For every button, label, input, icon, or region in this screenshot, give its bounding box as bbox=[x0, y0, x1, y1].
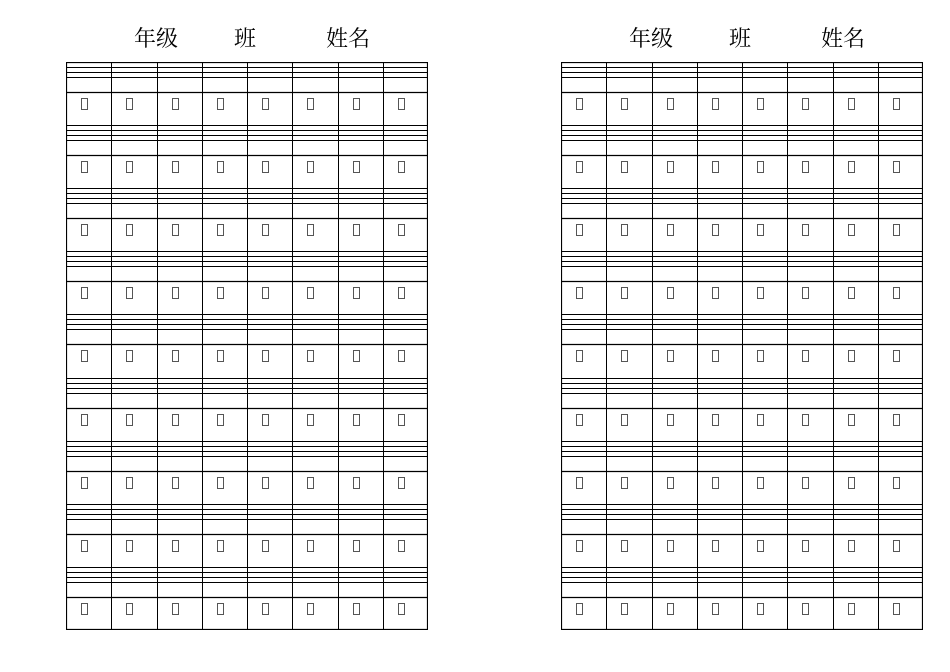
character-cell-placeholder bbox=[126, 414, 133, 426]
character-cell-placeholder bbox=[398, 224, 405, 236]
character-cell-placeholder bbox=[398, 287, 405, 299]
character-cell-placeholder bbox=[757, 287, 764, 299]
character-cell-placeholder bbox=[217, 161, 224, 173]
character-cell-placeholder bbox=[757, 98, 764, 110]
character-cell-placeholder bbox=[712, 161, 719, 173]
character-cell-placeholder bbox=[712, 540, 719, 552]
character-cell-placeholder bbox=[893, 287, 900, 299]
character-cell-placeholder bbox=[307, 477, 314, 489]
character-cell-placeholder bbox=[262, 287, 269, 299]
character-cell-placeholder bbox=[172, 287, 179, 299]
grid-lines bbox=[561, 62, 923, 630]
character-cell-placeholder bbox=[848, 540, 855, 552]
writing-grid bbox=[66, 62, 428, 630]
character-cell-placeholder bbox=[172, 414, 179, 426]
character-cell-placeholder bbox=[126, 224, 133, 236]
character-cell-placeholder bbox=[398, 540, 405, 552]
grade-label: 年级 bbox=[629, 27, 674, 52]
character-cell-placeholder bbox=[398, 414, 405, 426]
character-cell-placeholder bbox=[126, 540, 133, 552]
character-cell-placeholder bbox=[262, 161, 269, 173]
character-cell-placeholder bbox=[353, 540, 360, 552]
class-label: 班 bbox=[234, 27, 257, 52]
character-cell-placeholder bbox=[848, 414, 855, 426]
character-cell-placeholder bbox=[621, 540, 628, 552]
character-cell-placeholder bbox=[712, 287, 719, 299]
character-cell-placeholder bbox=[667, 477, 674, 489]
character-cell-placeholder bbox=[667, 603, 674, 615]
character-cell-placeholder bbox=[262, 477, 269, 489]
character-cell-placeholder bbox=[667, 98, 674, 110]
character-cell-placeholder bbox=[353, 603, 360, 615]
character-cell-placeholder bbox=[621, 477, 628, 489]
character-cell-placeholder bbox=[802, 477, 809, 489]
name-label: 姓名 bbox=[326, 27, 371, 52]
grade-label: 年级 bbox=[134, 27, 179, 52]
character-cell-placeholder bbox=[757, 540, 764, 552]
character-cell-placeholder bbox=[217, 287, 224, 299]
character-cell-placeholder bbox=[621, 287, 628, 299]
character-cell-placeholder bbox=[802, 603, 809, 615]
character-cell-placeholder bbox=[621, 161, 628, 173]
character-cell-placeholder bbox=[172, 98, 179, 110]
class-label: 班 bbox=[729, 27, 752, 52]
character-cell-placeholder bbox=[576, 477, 583, 489]
character-cell-placeholder bbox=[621, 98, 628, 110]
character-cell-placeholder bbox=[893, 224, 900, 236]
name-label: 姓名 bbox=[821, 27, 866, 52]
character-cell-placeholder bbox=[802, 350, 809, 362]
character-cell-placeholder bbox=[398, 477, 405, 489]
character-cell-placeholder bbox=[712, 603, 719, 615]
character-cell-placeholder bbox=[217, 350, 224, 362]
character-cell-placeholder bbox=[802, 287, 809, 299]
character-cell-placeholder bbox=[893, 603, 900, 615]
character-cell-placeholder bbox=[848, 477, 855, 489]
character-cell-placeholder bbox=[353, 287, 360, 299]
character-cell-placeholder bbox=[576, 287, 583, 299]
writing-grid bbox=[561, 62, 923, 630]
worksheet-header bbox=[561, 24, 923, 56]
character-cell-placeholder bbox=[307, 224, 314, 236]
character-cell-placeholder bbox=[262, 98, 269, 110]
character-cell-placeholder bbox=[353, 414, 360, 426]
character-cell-placeholder bbox=[893, 98, 900, 110]
character-cell-placeholder bbox=[217, 414, 224, 426]
character-cell-placeholder bbox=[217, 224, 224, 236]
character-cell-placeholder bbox=[353, 98, 360, 110]
character-cell-placeholder bbox=[217, 540, 224, 552]
character-cell-placeholder bbox=[848, 287, 855, 299]
character-cell-placeholder bbox=[81, 477, 88, 489]
character-cell-placeholder bbox=[172, 161, 179, 173]
character-cell-placeholder bbox=[307, 414, 314, 426]
character-cell-placeholder bbox=[81, 98, 88, 110]
worksheet-right bbox=[561, 0, 923, 672]
character-cell-placeholder bbox=[217, 477, 224, 489]
character-cell-placeholder bbox=[757, 224, 764, 236]
character-cell-placeholder bbox=[307, 161, 314, 173]
character-cell-placeholder bbox=[621, 603, 628, 615]
grid-lines bbox=[66, 62, 428, 630]
character-cell-placeholder bbox=[757, 603, 764, 615]
character-cell-placeholder bbox=[667, 540, 674, 552]
character-cell-placeholder bbox=[126, 287, 133, 299]
character-cell-placeholder bbox=[353, 224, 360, 236]
character-cell-placeholder bbox=[172, 540, 179, 552]
character-cell-placeholder bbox=[802, 98, 809, 110]
character-cell-placeholder bbox=[757, 161, 764, 173]
character-cell-placeholder bbox=[576, 540, 583, 552]
character-cell-placeholder bbox=[217, 603, 224, 615]
character-cell-placeholder bbox=[81, 287, 88, 299]
character-cell-placeholder bbox=[848, 98, 855, 110]
character-cell-placeholder bbox=[81, 161, 88, 173]
character-cell-placeholder bbox=[848, 224, 855, 236]
character-cell-placeholder bbox=[217, 98, 224, 110]
character-cell-placeholder bbox=[81, 414, 88, 426]
character-cell-placeholder bbox=[848, 161, 855, 173]
character-cell-placeholder bbox=[848, 603, 855, 615]
character-cell-placeholder bbox=[667, 414, 674, 426]
character-cell-placeholder bbox=[172, 350, 179, 362]
character-cell-placeholder bbox=[126, 350, 133, 362]
character-cell-placeholder bbox=[262, 603, 269, 615]
character-cell-placeholder bbox=[307, 603, 314, 615]
character-cell-placeholder bbox=[848, 350, 855, 362]
character-cell-placeholder bbox=[712, 350, 719, 362]
character-cell-placeholder bbox=[81, 540, 88, 552]
character-cell-placeholder bbox=[621, 224, 628, 236]
character-cell-placeholder bbox=[621, 350, 628, 362]
character-cell-placeholder bbox=[802, 540, 809, 552]
character-cell-placeholder bbox=[81, 603, 88, 615]
character-cell-placeholder bbox=[398, 98, 405, 110]
character-cell-placeholder bbox=[353, 477, 360, 489]
character-cell-placeholder bbox=[712, 98, 719, 110]
character-cell-placeholder bbox=[893, 477, 900, 489]
character-cell-placeholder bbox=[262, 224, 269, 236]
character-cell-placeholder bbox=[757, 350, 764, 362]
character-cell-placeholder bbox=[802, 224, 809, 236]
worksheet-header bbox=[66, 24, 428, 56]
character-cell-placeholder bbox=[398, 161, 405, 173]
character-cell-placeholder bbox=[398, 603, 405, 615]
character-cell-placeholder bbox=[172, 603, 179, 615]
character-cell-placeholder bbox=[802, 161, 809, 173]
character-cell-placeholder bbox=[576, 414, 583, 426]
character-cell-placeholder bbox=[307, 540, 314, 552]
character-cell-placeholder bbox=[262, 540, 269, 552]
character-cell-placeholder bbox=[262, 350, 269, 362]
character-cell-placeholder bbox=[576, 603, 583, 615]
character-cell-placeholder bbox=[667, 350, 674, 362]
character-cell-placeholder bbox=[757, 477, 764, 489]
character-cell-placeholder bbox=[353, 350, 360, 362]
character-cell-placeholder bbox=[126, 98, 133, 110]
character-cell-placeholder bbox=[893, 350, 900, 362]
character-cell-placeholder bbox=[667, 224, 674, 236]
character-cell-placeholder bbox=[893, 540, 900, 552]
character-cell-placeholder bbox=[172, 224, 179, 236]
character-cell-placeholder bbox=[81, 350, 88, 362]
character-cell-placeholder bbox=[126, 161, 133, 173]
worksheet-left bbox=[66, 0, 428, 672]
character-cell-placeholder bbox=[307, 350, 314, 362]
character-cell-placeholder bbox=[576, 350, 583, 362]
character-cell-placeholder bbox=[712, 414, 719, 426]
character-cell-placeholder bbox=[126, 603, 133, 615]
character-cell-placeholder bbox=[576, 98, 583, 110]
character-cell-placeholder bbox=[172, 477, 179, 489]
character-cell-placeholder bbox=[802, 414, 809, 426]
character-cell-placeholder bbox=[81, 224, 88, 236]
character-cell-placeholder bbox=[576, 224, 583, 236]
character-cell-placeholder bbox=[893, 161, 900, 173]
character-cell-placeholder bbox=[712, 224, 719, 236]
character-cell-placeholder bbox=[576, 161, 583, 173]
character-cell-placeholder bbox=[893, 414, 900, 426]
character-cell-placeholder bbox=[353, 161, 360, 173]
character-cell-placeholder bbox=[621, 414, 628, 426]
character-cell-placeholder bbox=[307, 287, 314, 299]
character-cell-placeholder bbox=[667, 287, 674, 299]
character-cell-placeholder bbox=[307, 98, 314, 110]
character-cell-placeholder bbox=[126, 477, 133, 489]
character-cell-placeholder bbox=[398, 350, 405, 362]
character-cell-placeholder bbox=[757, 414, 764, 426]
character-cell-placeholder bbox=[712, 477, 719, 489]
character-cell-placeholder bbox=[262, 414, 269, 426]
character-cell-placeholder bbox=[667, 161, 674, 173]
